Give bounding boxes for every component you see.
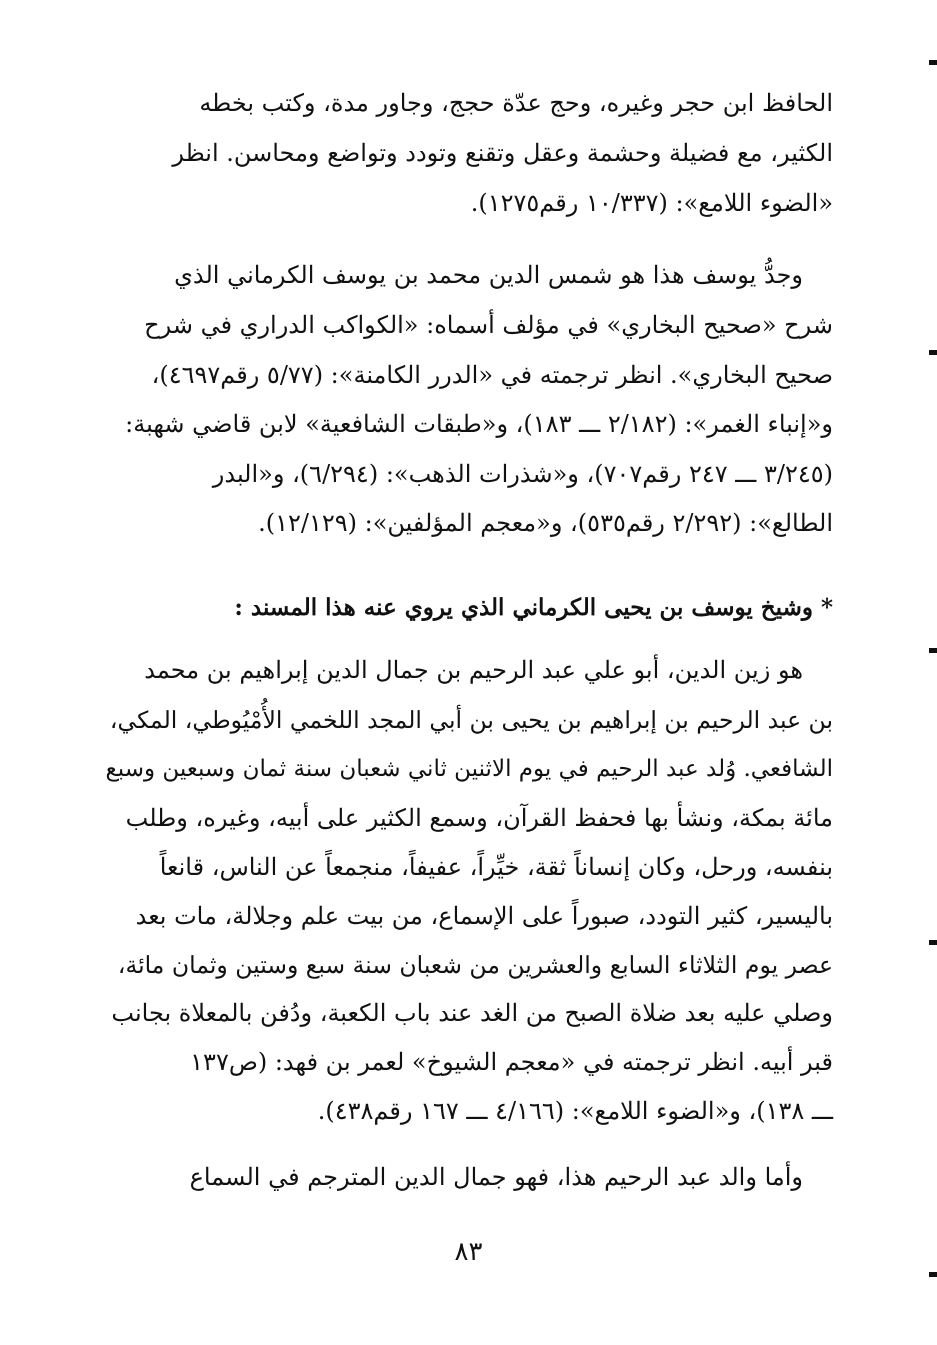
text-line: الطالع»: (٢/٢٩٢ رقم٥٣٥)، و«معجم المؤلفين»: (١٢/١٢٩).: [258, 509, 833, 537]
text-line: مائة بمكة، ونشأ بها فحفظ القرآن، وسمع الكثير على أبيه، وغيره، وطلب: [125, 804, 833, 832]
text-line: وصلي عليه بعد ضلاة الصبح من الغد عند باب الكعبة، ودُفن بالمعلاة بجانب: [111, 999, 833, 1027]
margin-mark: [929, 60, 937, 65]
margin-mark: [929, 648, 937, 653]
text-line: بن عبد الرحيم بن إبراهيم بن يحيى بن أبي المجد اللخمي الأُمْيُوطي، المكي،: [109, 706, 833, 734]
text-line: صحيح البخاري». انظر ترجمته في «الدرر الكامنة»: (٥/٧٧ رقم٤٦٩٧)،: [151, 361, 833, 389]
text-body: [105, 0, 833, 1345]
margin-mark: [929, 350, 937, 355]
text-line: قبر أبيه. انظر ترجمته في «معجم الشيوخ» لعمر بن فهد: (ص١٣٧: [190, 1048, 833, 1076]
text-line: شرح «صحيح البخاري» في مؤلف أسماه: «الكواكب الدراري في شرح: [144, 311, 833, 339]
text-line: الحافظ ابن حجر وغيره، وحج عدّة حجج، وجاور مدة، وكتب بخطه: [199, 89, 833, 117]
text-line: «الضوء اللامع»: (١٠/٣٣٧ رقم١٢٧٥).: [470, 189, 833, 217]
text-line: وجدُّ يوسف هذا هو شمس الدين محمد بن يوسف الكرماني الذي: [174, 261, 803, 289]
text-line: الشافعي. وُلد عبد الرحيم في يوم الاثنين ثاني شعبان سنة ثمان وسبعين وسبع: [105, 756, 833, 782]
section-heading: * وشيخ يوسف بن يحيى الكرماني الذي يروي عنه هذا المسند :: [234, 594, 833, 621]
text-line: ـــ ١٣٨)، و«الضوء اللامع»: (٤/١٦٦ ـــ ١٦٧ رقم٤٣٨).: [317, 1097, 833, 1125]
text-line: الكثير، مع فضيلة وحشمة وعقل وتقنع وتودد وتواضع ومحاسن. انظر: [172, 139, 833, 167]
margin-mark: [929, 940, 937, 945]
text-line: (٣/٢٤٥ ـــ ٢٤٧ رقم٧٠٧)، و«شذرات الذهب»: (٦/٢٩٤)، و«البدر: [212, 460, 833, 488]
text-line: بنفسه، ورحل، وكان إنساناً ثقة، خيِّراً، عفيفاً، منجمعاً عن الناس، قانعاً: [159, 853, 833, 881]
text-line: وأما والد عبد الرحيم هذا، فهو جمال الدين المترجم في السماع: [189, 1163, 803, 1191]
text-line: و«إنباء الغمر»: (٢/١٨٢ ـــ ١٨٣)، و«طبقات الشافعية» لابن قاضي شهبة:: [125, 410, 833, 438]
text-line: باليسير، كثير التودد، صبوراً على الإسماع، من بيت علم وجلالة، مات بعد: [135, 902, 833, 930]
margin-mark: [929, 1272, 937, 1277]
page-number: ٨٣: [454, 1237, 483, 1267]
text-line: هو زين الدين، أبو علي عبد الرحيم بن جمال الدين إبراهيم بن محمد: [144, 656, 803, 684]
text-line: عصر يوم الثلاثاء السابع والعشرين من شعبان سنة سبع وستين وثمان مائة،: [117, 951, 833, 979]
